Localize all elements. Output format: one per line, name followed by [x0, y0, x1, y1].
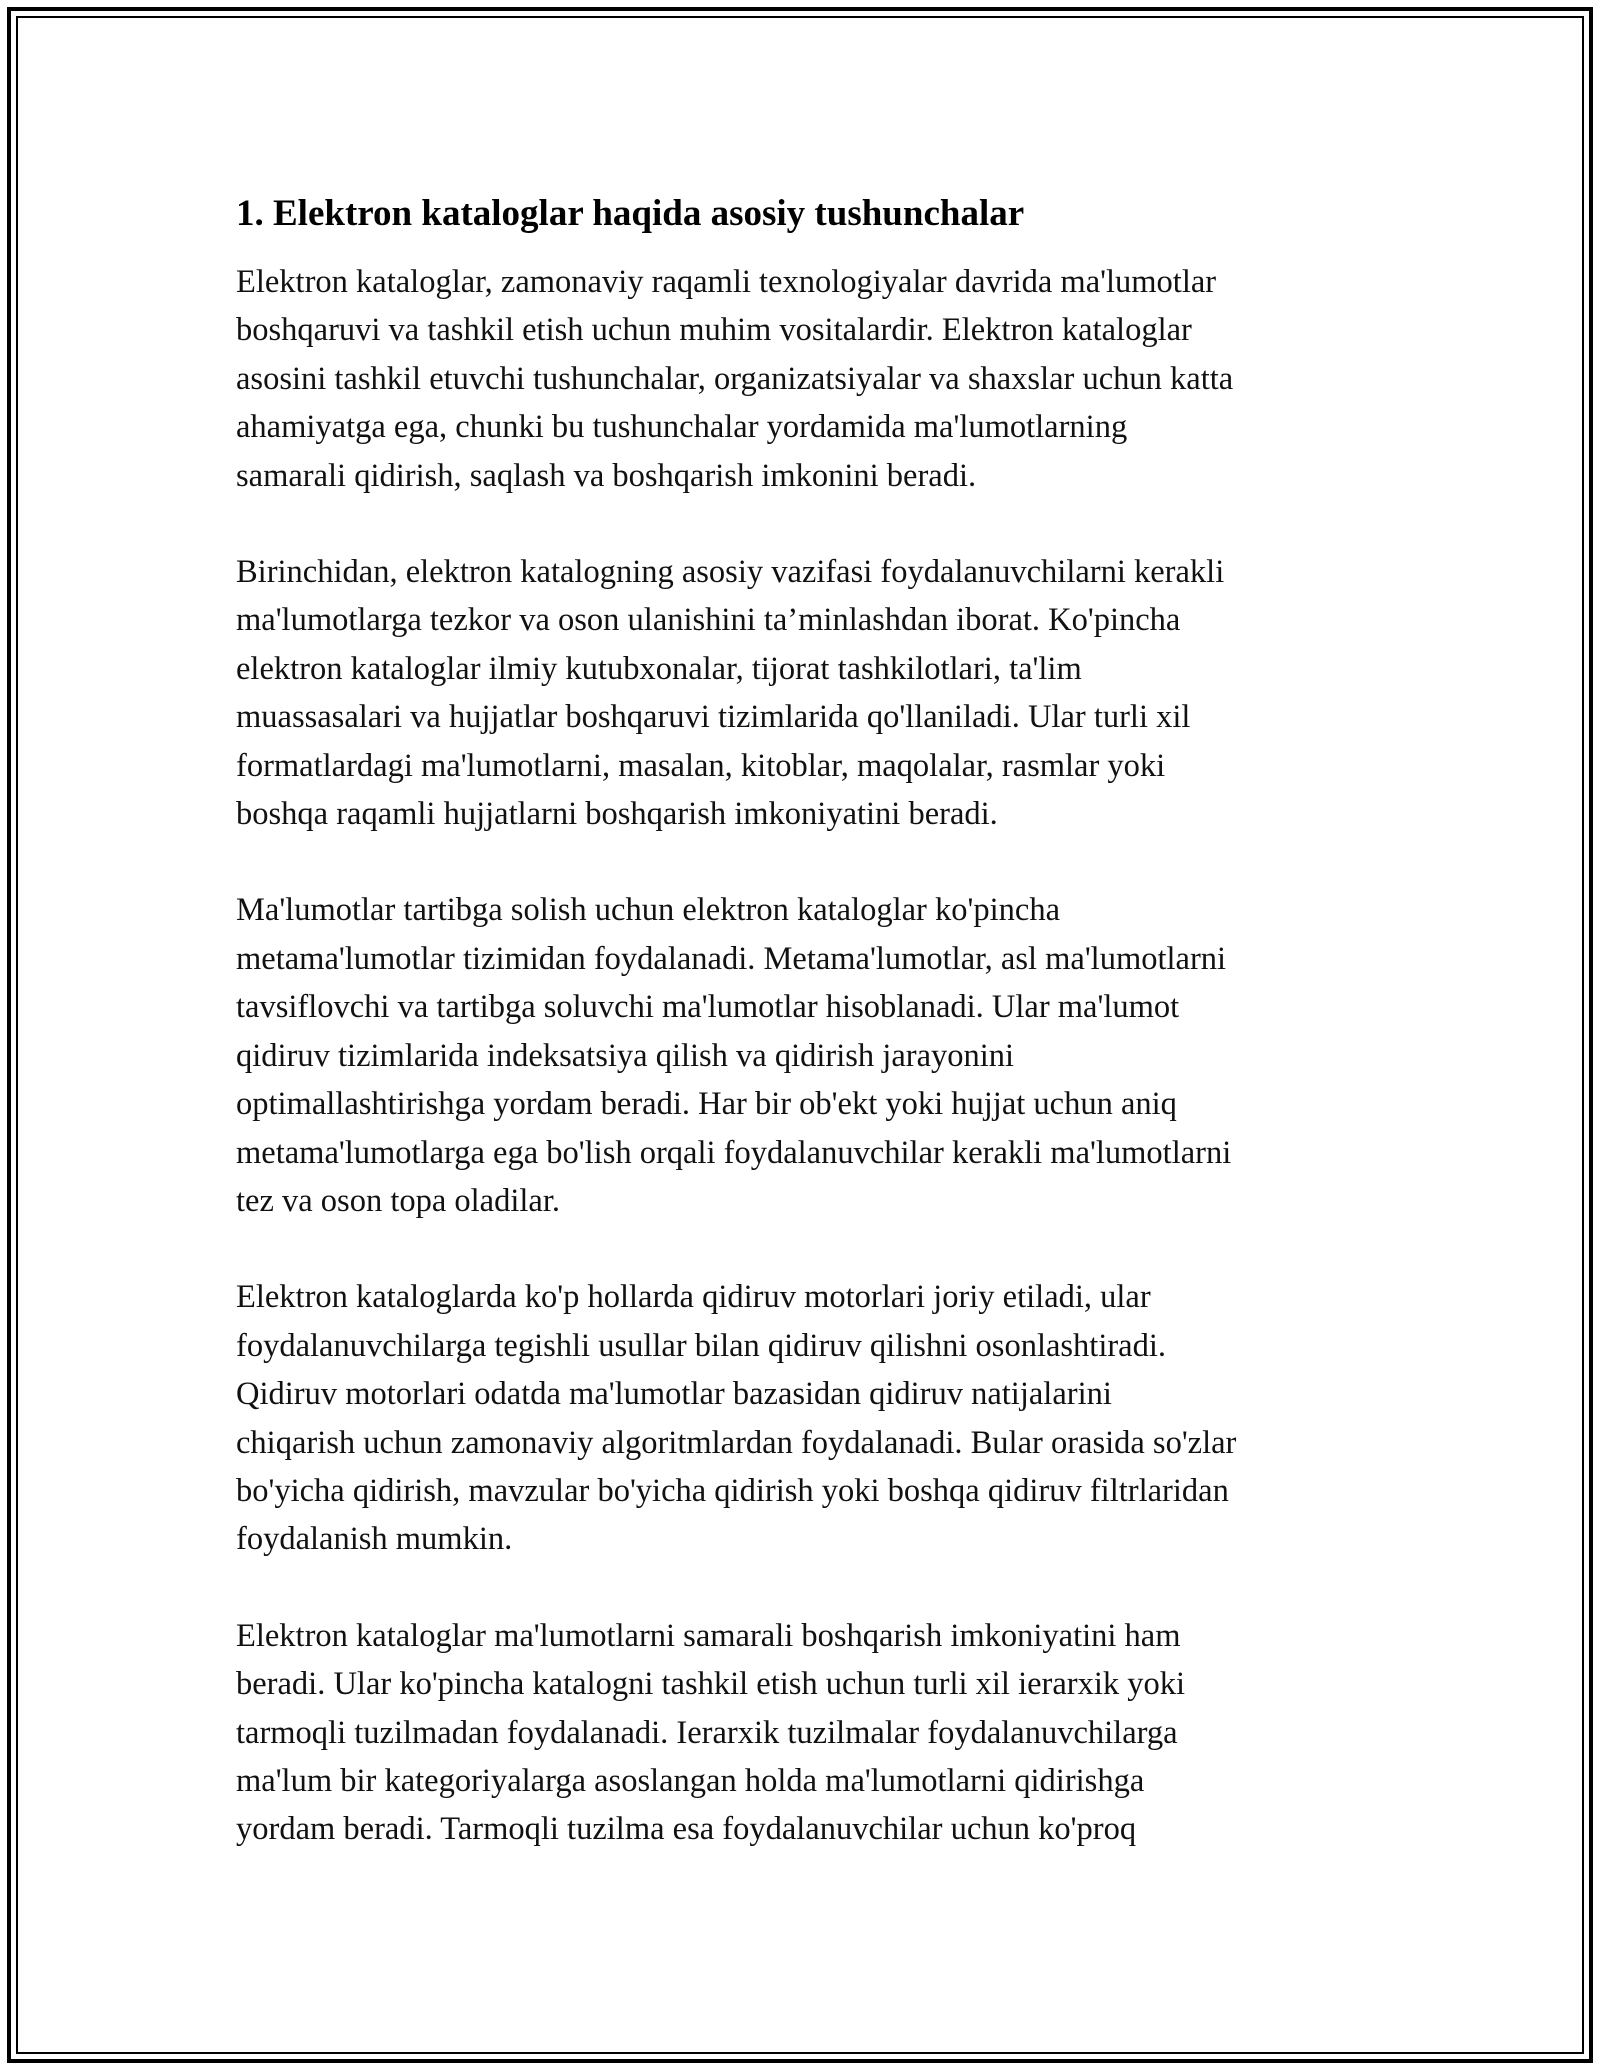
paragraph-line: metama'lumotlar tizimidan foydalanadi. Metama'lumotlar, asl ma'lumotlarni [236, 940, 1227, 977]
paragraph-line: samarali qidirish, saqlash va boshqarish imkonini beradi. [236, 457, 977, 494]
paragraph-line: Birinchidan, elektron katalogning asosiy vazifasi foydalanuvchilarni kerakli [236, 554, 1225, 591]
paragraph-line: Ma'lumotlar tartibga solish uchun elektron kataloglar ko'pincha [236, 892, 1060, 929]
document-body [236, 186, 1386, 1902]
paragraph-line: boshqaruvi va tashkil etish uchun muhim vositalardir. Elektron kataloglar [236, 312, 1192, 349]
paragraph-line: asosini tashkil etuvchi tushunchalar, organizatsiyalar va shaxslar uchun katta [236, 360, 1234, 397]
paragraph-line: tarmoqli tuzilmadan foydalanadi. Ierarxik tuzilmalar foydalanuvchilarga [236, 1714, 1178, 1751]
paragraph-line: bo'yicha qidirish, mavzular bo'yicha qidirish yoki boshqa qidiruv filtrlaridan [236, 1472, 1229, 1509]
paragraph-line: formatlardagi ma'lumotlarni, masalan, kitoblar, maqolalar, rasmlar yoki [236, 747, 1166, 784]
paragraph-line: Elektron kataloglar ma'lumotlarni samarali boshqarish imkoniyatini ham [236, 1617, 1181, 1654]
paragraph-line: foydalanish mumkin. [236, 1521, 513, 1558]
paragraph-line: qidiruv tizimlarida indeksatsiya qilish va qidirish jarayonini [236, 1037, 1015, 1074]
paragraph-line: Qidiruv motorlari odatda ma'lumotlar bazasidan qidiruv natijalarini [236, 1376, 1112, 1413]
paragraph-line: chiqarish uchun zamonaviy algoritmlardan foydalanadi. Bular orasida so'zlar [236, 1424, 1237, 1461]
paragraph-2 [236, 548, 1386, 838]
paragraph-4 [236, 1273, 1386, 1563]
paragraph-line: optimallashtirishga yordam beradi. Har bir ob'ekt yoki hujjat uchun aniq [236, 1086, 1177, 1123]
paragraph-line: ahamiyatga ega, chunki bu tushunchalar yordamida ma'lumotlarning [236, 409, 1128, 446]
paragraph-line: boshqa raqamli hujjatlarni boshqarish imkoniyatini beradi. [236, 796, 998, 833]
paragraph-line: muassasalari va hujjatlar boshqaruvi tizimlarida qo'llaniladi. Ular turli xil [236, 699, 1191, 736]
section-heading: 1. Elektron kataloglar haqida asosiy tushunchalar [236, 193, 1025, 234]
paragraph-line: Elektron kataloglarda ko'p hollarda qidiruv motorlari joriy etiladi, ular [236, 1279, 1151, 1316]
paragraph-line: yordam beradi. Tarmoqli tuzilma esa foydalanuvchilar uchun ko'proq [236, 1811, 1137, 1848]
paragraph-line: ma'lum bir kategoriyalarga asoslangan holda ma'lumotlarni qidirishga [236, 1762, 1145, 1799]
paragraph-5 [236, 1612, 1386, 1854]
paragraph-line: tez va oson topa oladilar. [236, 1182, 561, 1219]
paragraph-3 [236, 886, 1386, 1225]
paragraph-line: beradi. Ular ko'pincha katalogni tashkil etish uchun turli xil ierarxik yoki [236, 1666, 1186, 1703]
paragraph-line: Elektron kataloglar, zamonaviy raqamli texnologiyalar davrida ma'lumotlar [236, 264, 1217, 300]
paragraph-line: foydalanuvchilarga tegishli usullar bilan qidiruv qilishni osonlashtiradi. [236, 1327, 1167, 1364]
paragraph-line: elektron kataloglar ilmiy kutubxonalar, tijorat tashkilotlari, ta'lim [236, 650, 1082, 687]
paragraph-line: tavsiflovchi va tartibga soluvchi ma'lumotlar hisoblanadi. Ular ma'lumot [236, 989, 1180, 1026]
paragraph-1 [236, 258, 1386, 500]
paragraph-line: metama'lumotlarga ega bo'lish orqali foydalanuvchilar kerakli ma'lumotlarni [236, 1134, 1232, 1171]
paragraph-line: ma'lumotlarga tezkor va oson ulanishini ta’minlashdan iborat. Ko'pincha [236, 602, 1181, 639]
